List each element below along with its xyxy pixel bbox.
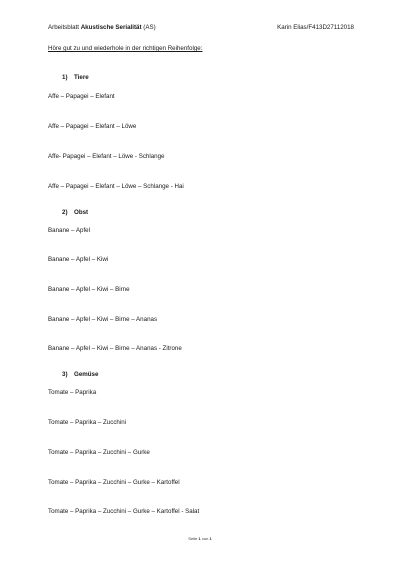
sequence-line: Tomate – Paprika – Zucchini [48, 419, 127, 426]
section-title-tiere [62, 74, 89, 81]
footer-page-word: Seite [188, 536, 198, 541]
sequence-line: Affe- Papagei – Elefant – Löwe - Schlange [48, 153, 165, 160]
page-footer [0, 536, 400, 541]
sequence-line: Tomate – Paprika [48, 389, 97, 396]
sequence-line: Tomate – Paprika – Zucchini – Gurke – Kartoffel [48, 479, 180, 486]
sequence-line: Banane – Apfel – Kiwi – Birne – Ananas - Zitrone [48, 345, 182, 352]
section-label: Tiere [74, 74, 89, 81]
sequence-line: Banane – Apfel – Kiwi – Birne – Ananas [48, 316, 158, 323]
section-number: 2) [62, 209, 68, 216]
sequence-line: Affe – Papagei – Elefant [48, 93, 115, 100]
section-label: Obst [74, 209, 89, 216]
sequence-line: Affe – Papagei – Elefant – Löwe – Schlange - Hai [48, 183, 184, 190]
footer-page-current: 1 [198, 536, 201, 541]
instruction-text: Höre gut zu und wiederhole in der richtigen Reihenfolge: [48, 45, 203, 52]
section-label: Gemüse [74, 371, 99, 378]
sequence-line: Tomate – Paprika – Zucchini – Gurke – Kartoffel - Salat [48, 508, 200, 515]
sequence-line: Affe – Papagei – Elefant – Löwe [48, 123, 137, 130]
title-bold: Akustische Serialität [80, 24, 142, 31]
section-title-gemuese [62, 371, 98, 378]
footer-of-word: von [201, 536, 209, 541]
sequence-line: Banane – Apfel [48, 227, 90, 234]
title-prefix: Arbeitsblatt [48, 24, 79, 31]
section-number: 1) [62, 74, 68, 81]
section-title-obst [62, 209, 88, 216]
author-code: Karin Elias/F413D27112018 [277, 24, 354, 31]
footer-page-total: 1 [209, 536, 212, 541]
sequence-line: Banane – Apfel – Kiwi – Birne [48, 286, 130, 293]
title-suffix: (AS) [143, 24, 156, 31]
sequence-line: Banane – Apfel – Kiwi [48, 256, 109, 263]
section-number: 3) [62, 371, 68, 378]
sequence-line: Tomate – Paprika – Zucchini – Gurke [48, 449, 150, 456]
worksheet-title [48, 24, 156, 31]
